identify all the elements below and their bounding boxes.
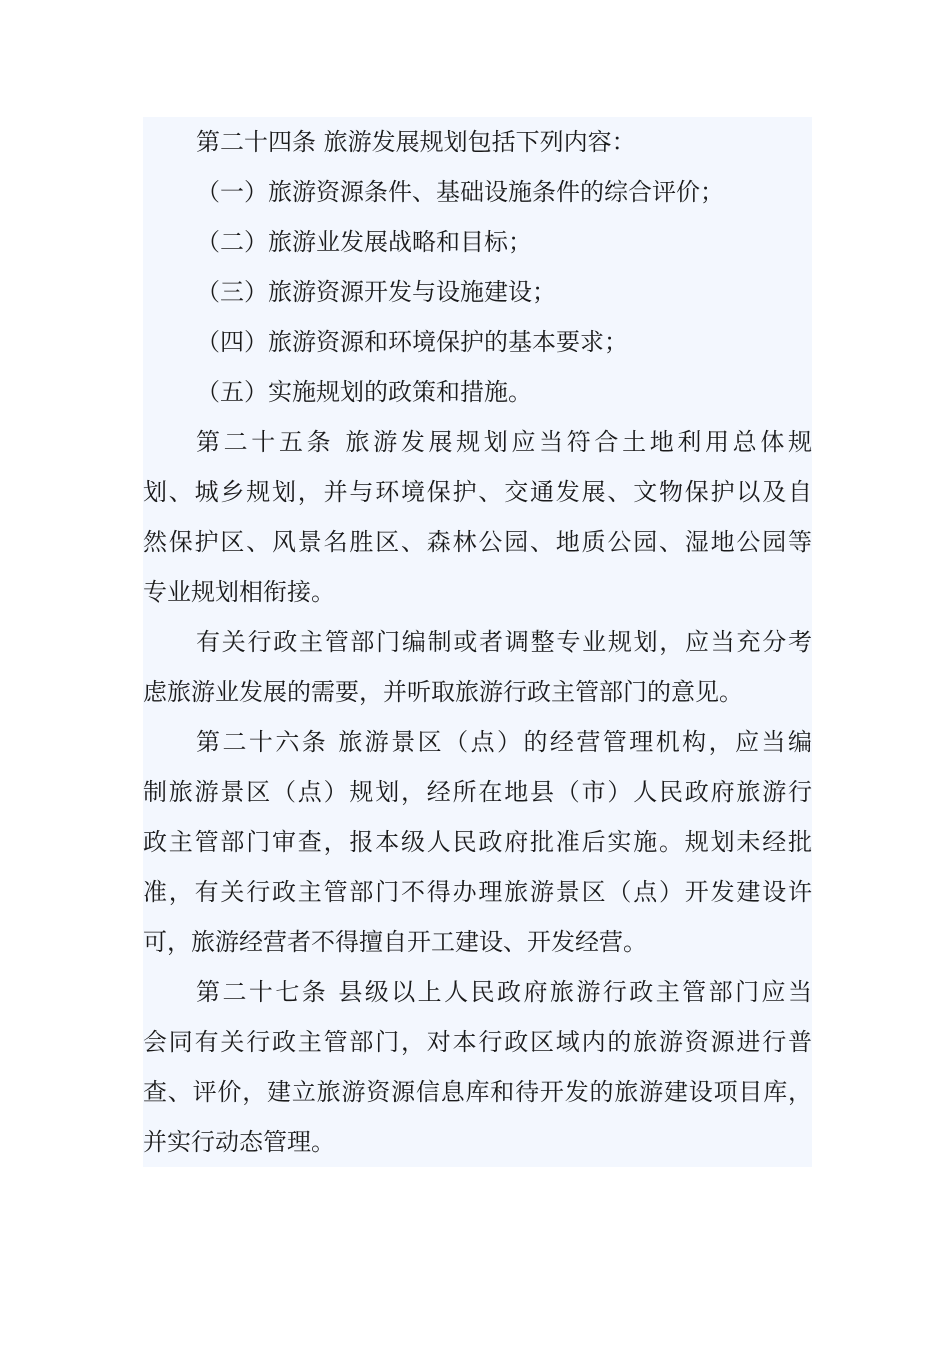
paragraph-line: 可，旅游经营者不得擅自开工建设、开发经营。 (143, 928, 647, 956)
paragraph-line: （三）旅游资源开发与设施建设； (196, 278, 556, 306)
paragraph-line: 政主管部门审查，报本级人民政府批准后实施。规划未经批 (143, 828, 812, 856)
paragraph-line: 第二十四条 旅游发展规划包括下列内容： (196, 128, 636, 156)
paragraph-line: （五）实施规划的政策和措施。 (196, 378, 532, 406)
paragraph-line: 然保护区、风景名胜区、森林公园、地质公园、湿地公园等 (143, 528, 812, 556)
paragraph-line: 第二十六条 旅游景区（点）的经营管理机构，应当编 (196, 728, 812, 756)
paragraph-line: 制旅游景区（点）规划，经所在地县（市）人民政府旅游行 (143, 778, 812, 806)
regulation-text-block (143, 117, 812, 1167)
paragraph-line: （一）旅游资源条件、基础设施条件的综合评价； (196, 178, 724, 206)
paragraph-line: 会同有关行政主管部门，对本行政区域内的旅游资源进行普 (143, 1028, 812, 1056)
paragraph-line: 并实行动态管理。 (143, 1128, 335, 1156)
paragraph-line: 准，有关行政主管部门不得办理旅游景区（点）开发建设许 (143, 878, 812, 906)
paragraph-line: 划、城乡规划，并与环境保护、交通发展、文物保护以及自 (143, 478, 812, 506)
paragraph-line: 第二十七条 县级以上人民政府旅游行政主管部门应当 (196, 978, 812, 1006)
paragraph-line: （二）旅游业发展战略和目标； (196, 228, 532, 256)
paragraph-line: 专业规划相衔接。 (143, 578, 335, 606)
paragraph-line: 第二十五条 旅游发展规划应当符合土地利用总体规 (196, 428, 812, 456)
paragraph-line: 有关行政主管部门编制或者调整专业规划，应当充分考 (196, 628, 812, 656)
paragraph-line: 查、评价，建立旅游资源信息库和待开发的旅游建设项目库， (143, 1078, 812, 1106)
paragraph-line: （四）旅游资源和环境保护的基本要求； (196, 328, 628, 356)
paragraph-line: 虑旅游业发展的需要，并听取旅游行政主管部门的意见。 (143, 678, 743, 706)
